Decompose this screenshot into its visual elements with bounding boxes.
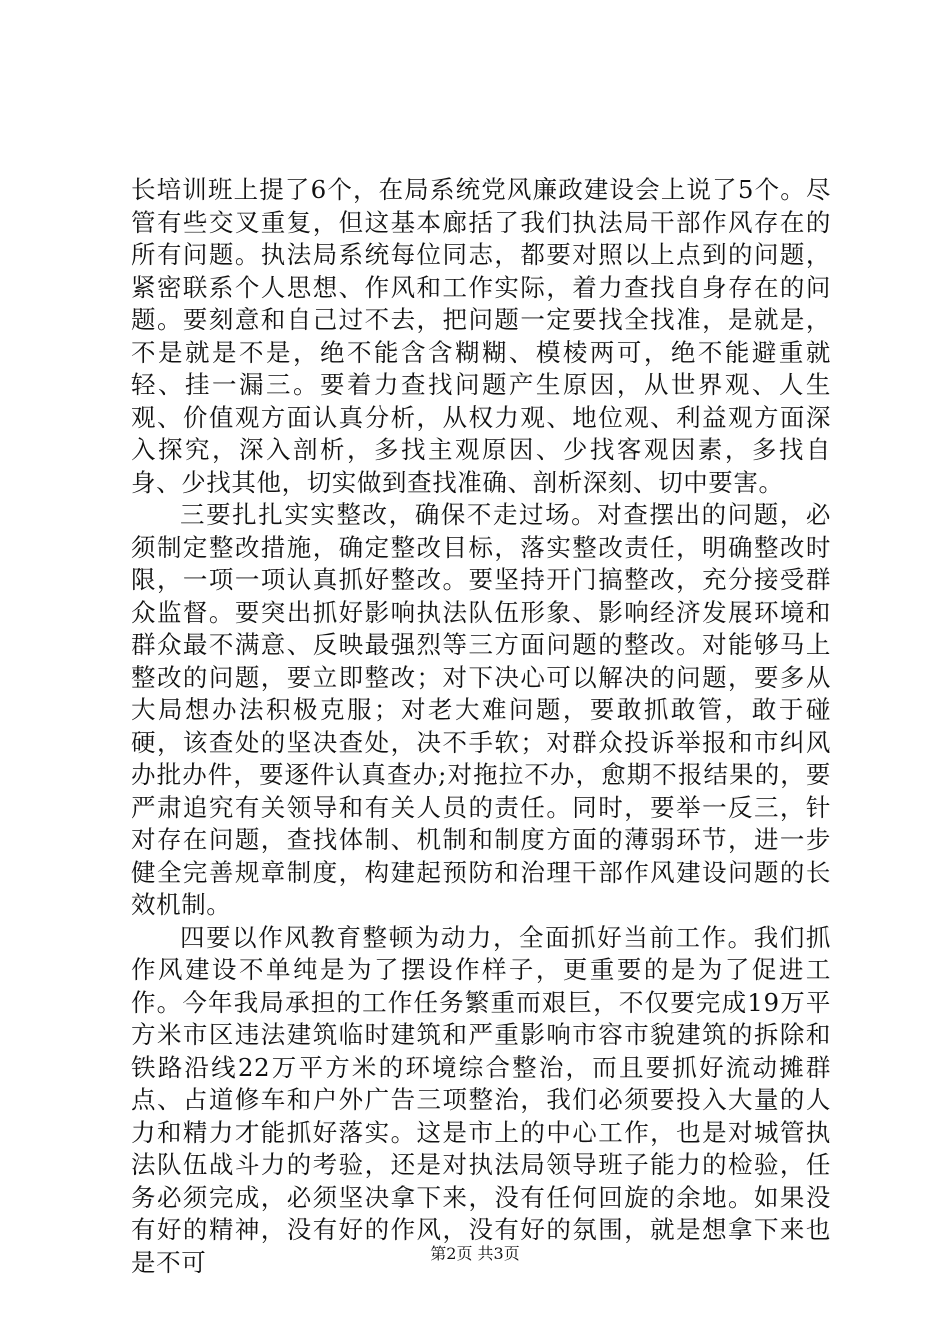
paragraph-1: 长培训班上提了6个，在局系统党风廉政建设会上说了5个。尽管有些交叉重复，但这基本廊括了我们执法局干部作风存在的所有问题。执法局系统每位同志，都要对照以上点到的问题，紧密联系个人思想、作风和工作实际，着力查找自身存在的问题。要刻意和自己过不去，把问题一定要找全找准，是就是，不是就是不是，绝不能含含糊糊、模棱两可，绝不能避重就轻、挂一漏三。要着力查找问题产生原因，从世界观、人生观、价值观方面认真分析，从权力观、地位观、利益观方面深入探究，深入剖析，多找主观原因、少找客观因素，多找自身、少找其他，切实做到查找准确、剖析深刻、切中要害。 xyxy=(131,175,831,497)
paragraph-3: 四要以作风教育整顿为动力，全面抓好当前工作。我们抓作风建设不单纯是为了摆设作样子，更重要的是为了促进工作。今年我局承担的工作任务繁重而艰巨，不仅要完成19万平方米市区违法建筑临时建筑和严重影响市容市貌建筑的拆除和铁路沿线22万平方米的环境综合整治，而且要抓好流动摊群点、占道修车和户外广告三项整治，我们必须要投入大量的人力和精力才能抓好落实。这是市上的中心工作，也是对城管执法队伍战斗力的考验，还是对执法局领导班子能力的检验，任务必须完成，必须坚决拿下来，没有任何回旋的余地。如果没有好的精神，没有好的作风，没有好的氛围，就是想拿下来也是不可 xyxy=(131,922,831,1277)
paragraph-2: 三要扎扎实实整改，确保不走过场。对查摆出的问题，必须制定整改措施，确定整改目标，落实整改责任，明确整改时限，一项一项认真抓好整改。要坚持开门搞整改，充分接受群众监督。要突出抓好影响执法队伍形象、影响经济发展环境和群众最不满意、反映最强烈等三方面问题的整改。对能够马上整改的问题，要立即整改；对下决心可以解决的问题，要多从大局想办法积极克服；对老大难问题，要敢抓敢管，敢于碰硬，该查处的坚决查处，决不手软；对群众投诉举报和市纠风办批办件，要逐件认真查办;对拖拉不办，愈期不报结果的，要严肃追究有关领导和有关人员的责任。同时，要举一反三，针对存在问题，查找体制、机制和制度方面的薄弱环节，进一步健全完善规章制度，构建起预防和治理干部作风建设问题的长效机制。 xyxy=(131,500,831,919)
page-footer: 第2页 共3页 xyxy=(430,1244,520,1263)
document-body xyxy=(131,174,831,1279)
